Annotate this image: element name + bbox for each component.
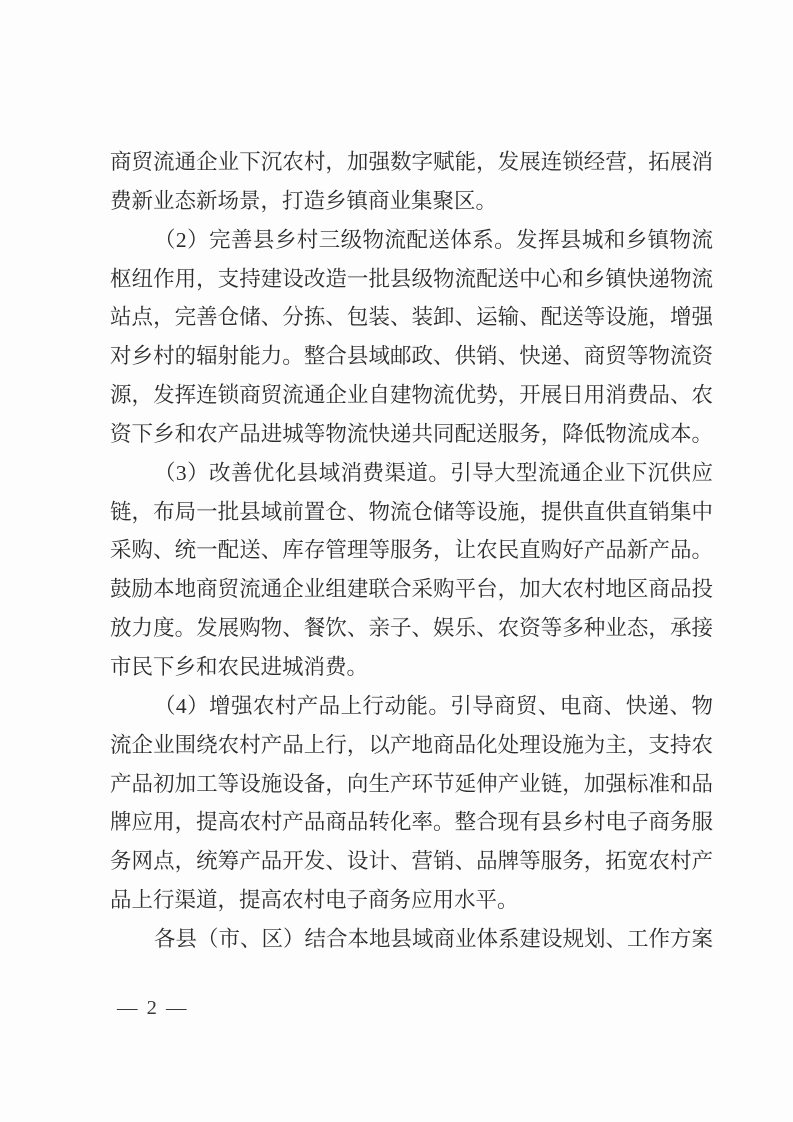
text-line: 市民下乡和农民进城消费。 [110, 654, 369, 679]
text-line: 品上行渠道，提高农村电子商务应用水平。 [110, 888, 519, 913]
text-line: 源，发挥连锁商贸流通企业自建物流优势，开展日用消费品、农 [110, 383, 713, 408]
page-number: — 2 — [117, 997, 189, 1019]
text-block [110, 143, 713, 959]
text-line: 枢纽作用，支持建设改造一批县级物流配送中心和乡镇快递物流 [110, 266, 713, 291]
paragraph [110, 143, 713, 221]
text-line: 商贸流通企业下沉农村，加强数字赋能，发展连锁经营，拓展消 [110, 150, 713, 174]
text-line: 链，布局一批县域前置仓、物流仓储等设施，提供直供直销集中 [110, 499, 713, 524]
text-line: 牌应用，提高农村产品商品转化率。整合现有县乡村电子商务服 [110, 810, 713, 835]
text-line: 费新业态新场景，打造乡镇商业集聚区。 [110, 188, 498, 213]
text-line: 务网点，统筹产品开发、设计、营销、品牌等服务，拓宽农村产 [110, 849, 713, 874]
text-line: （3）改善优化县域消费渠道。引导大型流通企业下沉供应 [154, 460, 713, 485]
text-line: 各县（市、区）结合本地县域商业体系建设规划、工作方案 [154, 926, 713, 951]
text-line: （2）完善县乡村三级物流配送体系。发挥县城和乡镇物流 [154, 227, 713, 252]
paragraph [110, 687, 713, 920]
text-line: 站点，完善仓储、分拣、包装、装卸、运输、配送等设施，增强 [110, 305, 713, 330]
text-line: 采购、统一配送、库存管理等服务，让农民直购好产品新产品。 [110, 538, 713, 563]
text-line: 鼓励本地商贸流通企业组建联合采购平台，加大农村地区商品投 [110, 577, 713, 602]
text-line: 产品初加工等设施设备，向生产环节延伸产业链，加强标准和品 [110, 771, 713, 796]
text-line: （4）增强农村产品上行动能。引导商贸、电商、快递、物 [154, 693, 713, 718]
text-line: 放力度。发展购物、餐饮、亲子、娱乐、农资等多种业态，承接 [110, 616, 713, 641]
text-line: 流企业围绕农村产品上行，以产地商品化处理设施为主，支持农 [110, 732, 713, 757]
text-line: 对乡村的辐射能力。整合县域邮政、供销、快递、商贸等物流资 [110, 344, 713, 369]
paragraph [110, 454, 713, 687]
paragraph [110, 920, 713, 959]
text-line: 资下乡和农产品进城等物流快递共同配送服务，降低物流成本。 [110, 421, 713, 446]
paragraph [110, 221, 713, 454]
